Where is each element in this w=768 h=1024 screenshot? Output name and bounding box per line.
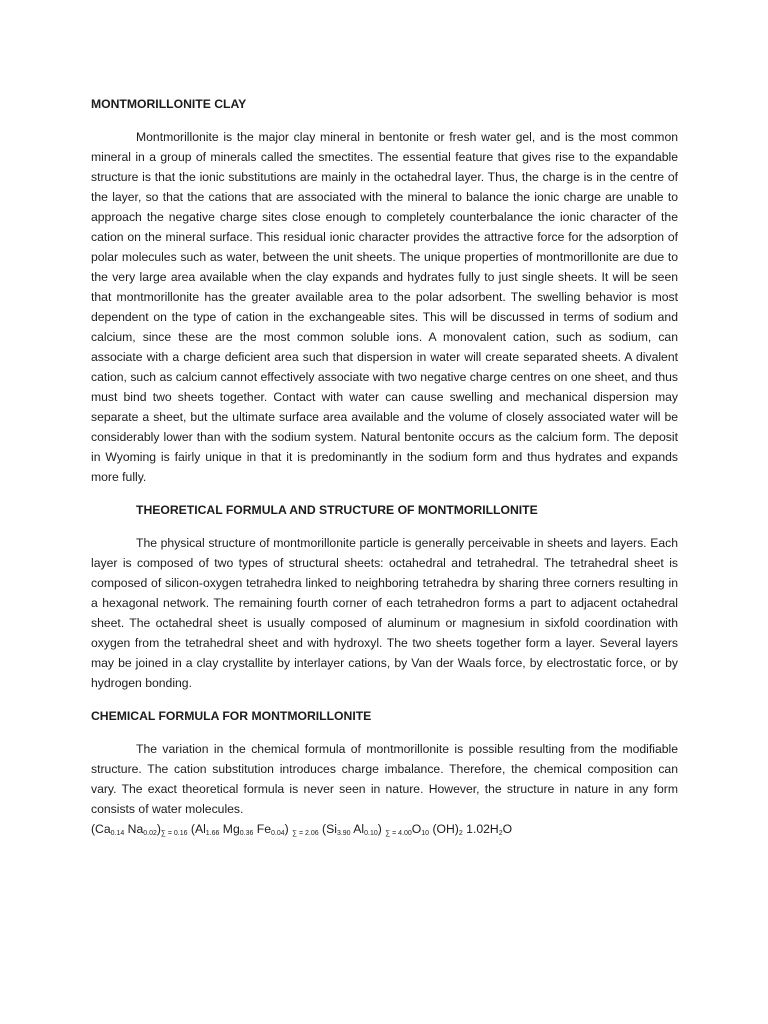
formula-subscript: 0.04 xyxy=(270,830,285,837)
formula-subscript: 0.14 xyxy=(110,830,125,837)
formula-part: O xyxy=(411,822,422,836)
section-heading-theoretical-formula: THEORETICAL FORMULA AND STRUCTURE OF MONTMORILLONITE xyxy=(136,503,538,517)
formula-subscript: 2 xyxy=(498,830,503,837)
formula-subscript: ∑ = 4.00 xyxy=(385,830,412,837)
paragraph-chemical-formula: The variation in the chemical formula of montmorillonite is possible resulting from the modifiable structure. The cation substitution introduces charge imbalance. Therefore, the chemical composition can vary. The exact theoretical formula is never seen in nature. However, the structure in nature in any form consists of water molecules. xyxy=(91,742,678,816)
formula-subscript: 10 xyxy=(421,830,430,837)
formula-part: Fe xyxy=(253,822,271,836)
formula-part: O xyxy=(502,822,513,836)
formula-part: ) xyxy=(156,822,161,836)
formula-subscript: 0.36 xyxy=(239,830,254,837)
formula-subscript: ∑ = 0.16 xyxy=(160,830,188,837)
document-body xyxy=(91,94,678,839)
section-heading-montmorillonite-clay: MONTMORILLONITE CLAY xyxy=(91,97,247,111)
formula-part: 1.02H xyxy=(462,822,499,836)
formula-subscript: ∑ = 2.06 xyxy=(292,830,319,837)
formula-part: Na xyxy=(124,822,144,836)
formula-part: Al xyxy=(350,822,365,836)
chemical-formula xyxy=(91,819,678,839)
formula-part: (Ca xyxy=(91,822,111,836)
formula-subscript: 2 xyxy=(458,830,463,837)
formula-subscript: 0.10 xyxy=(364,830,378,837)
formula-part: (OH) xyxy=(429,822,459,836)
paragraph-montmorillonite-clay: Montmorillonite is the major clay mineral in bentonite or fresh water gel, and is the most common mineral in a group of minerals called the smectites. The essential feature that gives rise to the expandable structure is that the ionic substitutions are mainly in the octahedral layer. Thus, the charge is in the centre of the layer, so that the cations that are associated with the mineral to balance the ionic charge are unable to approach the negative charge sites close enough to completely counterbalance the ionic character of the cation on the mineral surface. This residual ionic character provides the attractive force for the adsorption of polar molecules such as water, between the unit sheets. The unique properties of montmorillonite are due to the very large area available when the clay expands and hydrates fully to just single sheets. It will be seen that montmorillonite has the greater available area to the polar adsorbent. The swelling behavior is most dependent on the type of cation in the exchangeable sites. This will be discussed in terms of sodium and calcium, since these are the most common soluble ions. A monovalent cation, such as sodium, can associate with a charge deficient area such that dispersion in water will create separated sheets. A divalent cation, such as calcium cannot effectively associate with two negative charge centres on one sheet, and thus must bind two sheets together. Contact with water can cause swelling and mechanical dispersion may separate a sheet, but the ultimate surface area available and the volume of closely associated water will be considerably lower than with the sodium system. Natural bentonite occurs as the calcium form. The deposit in Wyoming is fairly unique in that it is predominantly in the sodium form and thus hydrates and expands more fully. xyxy=(91,130,678,484)
formula-part: (Si xyxy=(318,822,337,836)
formula-part: ) xyxy=(377,822,386,836)
formula-part: ) xyxy=(284,822,293,836)
formula-subscript: 3.90 xyxy=(336,830,351,837)
paragraph-theoretical-formula: The physical structure of montmorillonite particle is generally perceivable in sheets and layers. Each layer is composed of two types of structural sheets: octahedral and tetrahedral. The tetrahedral sheet is composed of silicon-oxygen tetrahedra linked to neighboring tetrahedra by sharing three corners resulting in a hexagonal network. The remaining fourth corner of each tetrahedron forms a part to adjacent octahedral sheet. The octahedral sheet is usually composed of aluminum or magnesium in sixfold coordination with oxygen from the tetrahedral sheet and with hydroxyl. The two sheets together form a layer. Several layers may be joined in a clay crystallite by interlayer cations, by Van der Waals force, by electrostatic force, or by hydrogen bonding. xyxy=(91,536,678,690)
formula-part: Mg xyxy=(219,822,240,836)
section-heading-chemical-formula: CHEMICAL FORMULA FOR MONTMORILLONITE xyxy=(91,709,372,723)
formula-part: (Al xyxy=(187,822,206,836)
formula-subscript: 1.66 xyxy=(205,830,220,837)
formula-subscript: 0.02 xyxy=(143,830,157,837)
